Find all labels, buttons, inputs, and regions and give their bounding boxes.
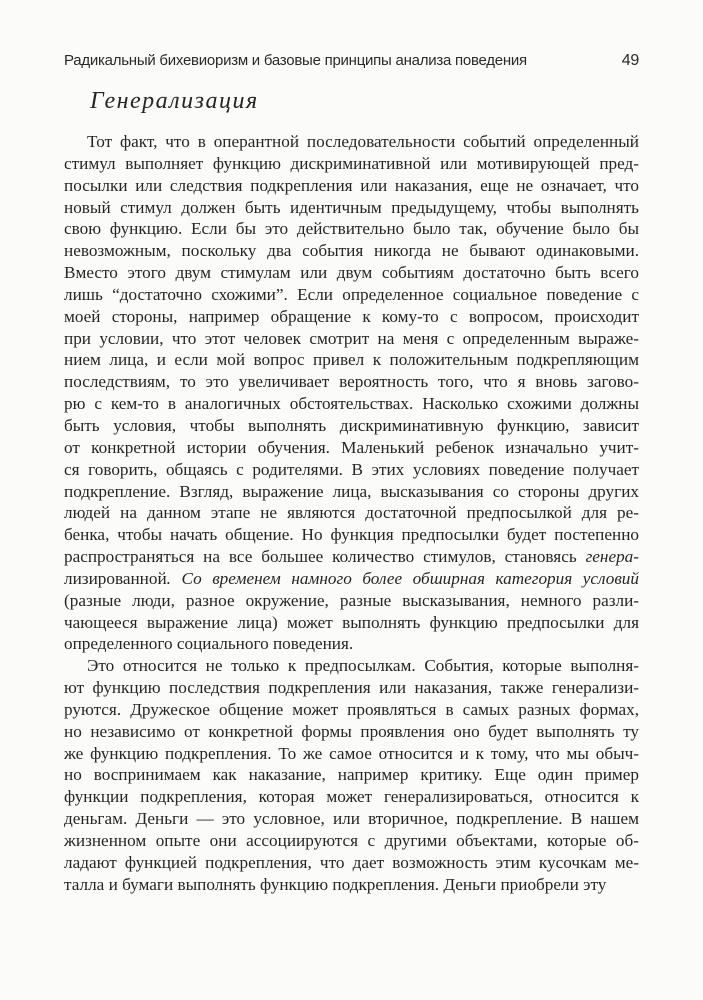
text-line <box>64 852 639 874</box>
text-run: от конкретной истории обучения. Маленький ребенок изначально учит- <box>64 437 639 457</box>
text-line <box>64 524 639 546</box>
text-line <box>64 240 639 262</box>
text-line <box>64 568 639 590</box>
text-run: определенного социального поведения. <box>64 634 354 654</box>
text-line <box>64 393 639 415</box>
text-run: последствиям, то это увеличивает вероятность того, что я вновь загово- <box>64 372 639 392</box>
text-run: бенка, чтобы начать общение. Но функция предпосылки будет постепенно <box>64 525 639 545</box>
text-line <box>64 197 639 219</box>
text-line <box>64 437 639 459</box>
text-run: новый стимул должен быть идентичным предыдущему, чтобы выполнять <box>64 197 639 217</box>
text-line <box>64 262 639 284</box>
text-line <box>64 590 639 612</box>
text-line <box>64 306 639 328</box>
paragraph <box>64 131 639 655</box>
text-line <box>64 743 639 765</box>
text-run: жизненном опыте они ассоциируются с другими объектами, которые об- <box>64 831 639 850</box>
text-line <box>64 371 639 393</box>
running-title: Радикальный бихевиоризм и базовые принципы анализа поведения <box>64 52 527 69</box>
text-run: ют функцию последствия подкрепления или наказания, также генерализи- <box>64 678 639 698</box>
text-line <box>64 546 639 568</box>
text-line <box>64 175 639 197</box>
text-line <box>64 284 639 306</box>
text-line <box>64 830 639 852</box>
text-line <box>64 764 639 786</box>
text-line <box>64 502 639 524</box>
text-run: при условии, что этот человек смотрит на меня с определенным выраже- <box>64 328 639 348</box>
text-run: Это относится не только к предпосылкам. События, которые выполня- <box>87 656 639 676</box>
section-heading: Генерализация <box>90 88 259 114</box>
text-run: моей стороны, например обращение к кому-то с вопросом, происходит <box>64 306 639 326</box>
text-run: чающееся выражение лица) может выполнять функцию предпосылки для <box>64 612 639 632</box>
text-run: руются. Дружеское общение может проявляться в самых разных формах, <box>64 699 639 719</box>
text-line <box>64 633 639 655</box>
text-run: Тот факт, что в оперантной последовательности событий определенный <box>87 132 639 151</box>
text-line <box>64 808 639 830</box>
text-line <box>64 218 639 240</box>
text-line <box>64 874 639 896</box>
text-line <box>64 699 639 721</box>
text-run: талла и бумаги выполнять функцию подкрепления. Деньги приобрели эту <box>64 874 607 894</box>
text-run: посылки или следствия подкрепления или наказания, еще не означает, что <box>64 175 639 195</box>
text-run: распространяться на все большее количество стимулов, становясь <box>64 547 586 567</box>
text-line <box>64 655 639 677</box>
text-run: свою функцию. Если бы это действительно было так, обучение было бы <box>64 219 639 239</box>
text-line <box>64 459 639 481</box>
text-line <box>64 349 639 371</box>
text-line <box>64 612 639 634</box>
text-run: нием лица, и если мой вопрос привел к положительным подкрепляющим <box>64 350 639 370</box>
text-run: (разные люди, разное окружение, разные высказывания, немного разли- <box>64 590 639 610</box>
text-run: но независимо от конкретной формы проявления оно будет выполнять ту <box>64 721 639 741</box>
text-line <box>64 415 639 437</box>
text-run: но воспринимаем как наказание, например критику. Еще один пример <box>64 765 639 785</box>
text-run: ладают функцией подкрепления, что дает возможность этим кусочкам ме- <box>64 852 639 872</box>
italic-term: . Со временем намного более обширная категория условий <box>166 568 639 588</box>
text-run: стимул выполняет функцию дискриминативной или мотивирующей пред- <box>64 153 639 173</box>
text-run: ся говорить, общаясь с родителями. В этих условиях поведение получает <box>64 459 639 479</box>
text-line <box>64 721 639 743</box>
text-run: функции подкрепления, которая может генерализироваться, относится к <box>64 787 639 807</box>
text-run: быть условия, чтобы выполнять дискриминативную функцию, зависит <box>64 415 639 435</box>
text-line <box>64 481 639 503</box>
paragraph <box>64 655 639 895</box>
text-run: лизированной <box>64 568 167 588</box>
text-run: же функцию подкрепления. То же самое относится и к тому, что мы обыч- <box>64 743 639 763</box>
text-run: людей на данном этапе не являются достаточной предпосылкой для ре- <box>64 503 639 523</box>
text-run: лишь “достаточно схожими”. Если определенное социальное поведение с <box>64 284 639 304</box>
text-line <box>64 131 639 153</box>
page-number: 49 <box>621 52 639 69</box>
text-run: невозможным, поскольку два события никогда не бывают одинаковыми. <box>64 241 639 261</box>
text-line <box>64 153 639 175</box>
italic-term: генера- <box>585 547 639 567</box>
text-run: рю с кем-то в аналогичных обстоятельствах. Насколько схожими должны <box>64 394 639 414</box>
text-run: деньгам. Деньги — это условное, или вторичное, подкрепление. В нашем <box>64 809 639 829</box>
text-line <box>64 786 639 808</box>
body-text <box>64 131 639 896</box>
text-line <box>64 677 639 699</box>
text-line <box>64 328 639 350</box>
running-header <box>64 52 639 76</box>
text-run: подкрепление. Взгляд, выражение лица, высказывания со стороны других <box>64 481 639 501</box>
text-run: Вместо этого двум стимулам или двум событиям достаточно быть всего <box>64 263 639 283</box>
